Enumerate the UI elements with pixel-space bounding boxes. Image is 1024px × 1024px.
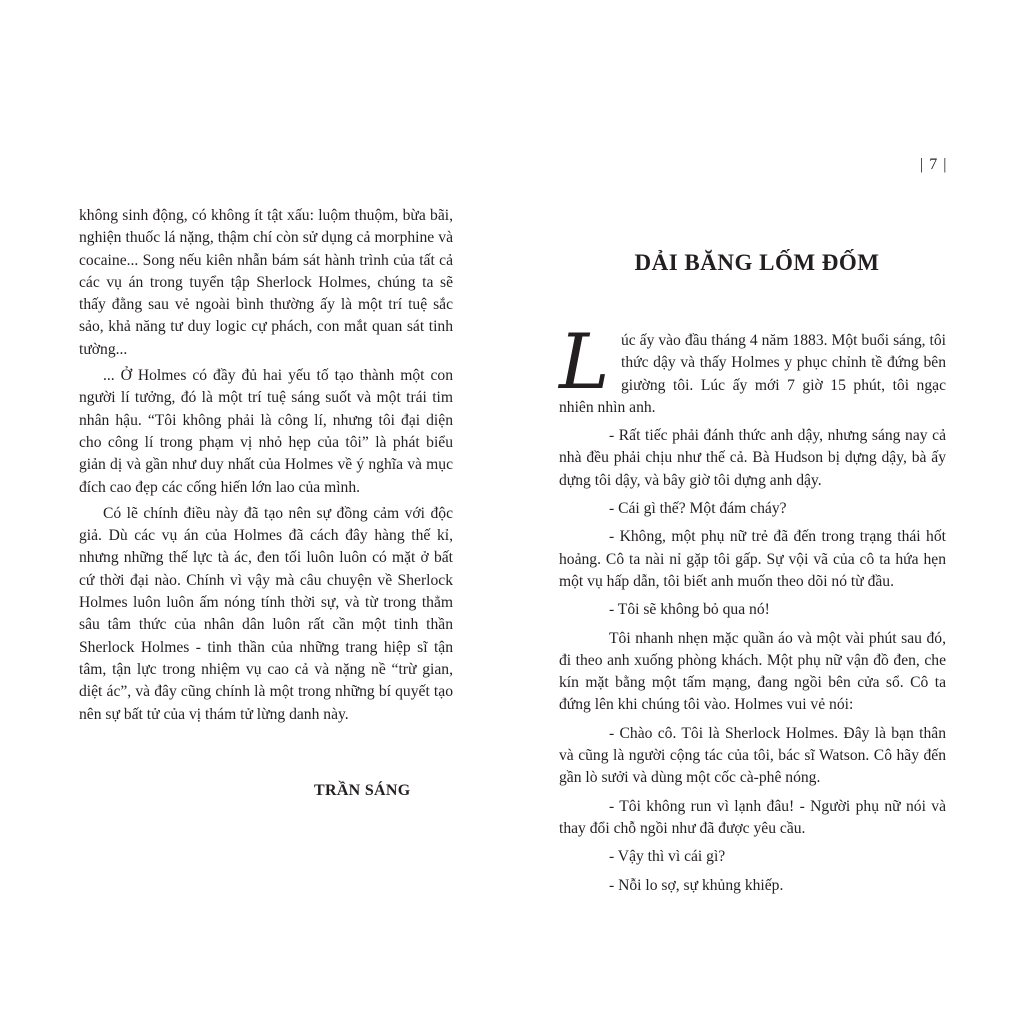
page-number: | 7 | [920,156,948,173]
preface-paragraph-1: không sinh động, có không ít tật xấu: luộm thuộm, bừa bãi, nghiện thuốc lá nặng, thậm chí còn sử dụng cả morphine và cocaine... Song nếu kiên nhẫn bám sát hành trình của tất cả các vụ án trong tuyển tập Sherlock Holmes, chúng ta sẽ thấy đằng sau vẻ ngoài bình thường ấy là một trí tuệ sắc sảo, khả năng tư duy logic cự phách, con mắt quan sát tinh tường... [79,207,453,358]
chapter-title: DẢI BĂNG LỐM ĐỐM [634,250,880,275]
chapter-paragraph-9: - Nỗi lo sợ, sự khủng khiếp. [609,876,784,894]
preface-text [79,205,453,726]
opening-paragraph [559,317,946,419]
preface-paragraph-3: Có lẽ chính điều này đã tạo nên sự đồng cảm với độc giả. Dù các vụ án của Holmes đã cách đây hàng thế kỉ, nhưng những thế lực tà ác, đen tối luôn luôn có mặt ở bất cứ thời đại nào. Chính vì vậy mà câu chuyện về Sherlock Holmes luôn luôn ấm nóng tính thời sự, và từ trong thẳm sâu tâm thức của nhân dân luôn rất cần một tinh thần Sherlock Holmes - tinh thần của những trang hiệp sĩ tận tâm, tận lực trong nhiệm vụ cao cả và nặng nề “trừ gian, diệt ác”, và đây cũng chính là một trong những bí quyết tạo nên sự bất tử của vị thám tử lừng danh này. [79,504,453,723]
chapter-paragraph-5: Tôi nhanh nhẹn mặc quần áo và một vài phút sau đó, đi theo anh xuống phòng khách. Một phụ nữ vận đồ đen, che kín mặt bằng một tấm mạng, đang ngồi bên cửa sổ. Cô ta đứng lên khi chúng tôi vào. Holmes vui vẻ nói: [559,629,946,714]
opening-text: úc ấy vào đầu tháng 4 năm 1883. Một buổi sáng, tôi thức dậy và thấy Holmes y phục chỉnh tề đứng bên giường tôi. Lúc ấy mới 7 giờ 15 phút, tôi ngạc nhiên nhìn anh. [559,332,946,416]
preface-paragraph-2: ... Ở Holmes có đầy đủ hai yếu tố tạo thành một con người lí tưởng, đó là một trí tuệ sáng suốt và một trái tim nhân hậu. “Tôi không phải là công lí, nhưng tôi đại diện cho công lí trong phạm vị nhỏ hẹp của tôi” là phát biểu giản dị và gần như duy nhất của Holmes về ý nghĩa và mục đích cao đẹp các cống hiến lớn lao của mình. [79,367,453,496]
drop-cap: L [559,317,610,406]
chapter-paragraph-7: - Tôi không run vì lạnh đâu! - Người phụ nữ nói và thay đổi chỗ ngồi như đã được yêu cầu. [559,797,946,837]
chapter-text [559,317,946,897]
author-signature: TRẦN SÁNG [314,782,411,799]
chapter-paragraph-8: - Vậy thì vì cái gì? [609,848,726,866]
chapter-paragraph-3: - Không, một phụ nữ trẻ đã đến trong trạng thái hốt hoảng. Cô ta nài nỉ gặp tôi gấp. Sự vội vã của cô ta hứa hẹn một vụ hấp dẫn, tôi biết anh muốn theo dõi nó từ đầu. [559,528,946,590]
chapter-paragraph-2: - Cái gì thế? Một đám cháy? [609,500,787,518]
chapter-paragraph-4: - Tôi sẽ không bỏ qua nó! [609,601,770,619]
chapter-paragraph-1: - Rất tiếc phải đánh thức anh dậy, nhưng sáng nay cả nhà đều phải chịu như thế cả. Bà Hudson bị dựng dậy, bà ấy dựng tôi dậy, và bây giờ tôi dựng anh dậy. [559,427,946,489]
chapter-paragraph-6: - Chào cô. Tôi là Sherlock Holmes. Đây là bạn thân và cũng là người cộng tác của tôi, bác sĩ Watson. Cô hãy đến gần lò sưởi và dùng một cốc cà-phê nóng. [559,724,946,787]
right-page [512,0,1024,1024]
